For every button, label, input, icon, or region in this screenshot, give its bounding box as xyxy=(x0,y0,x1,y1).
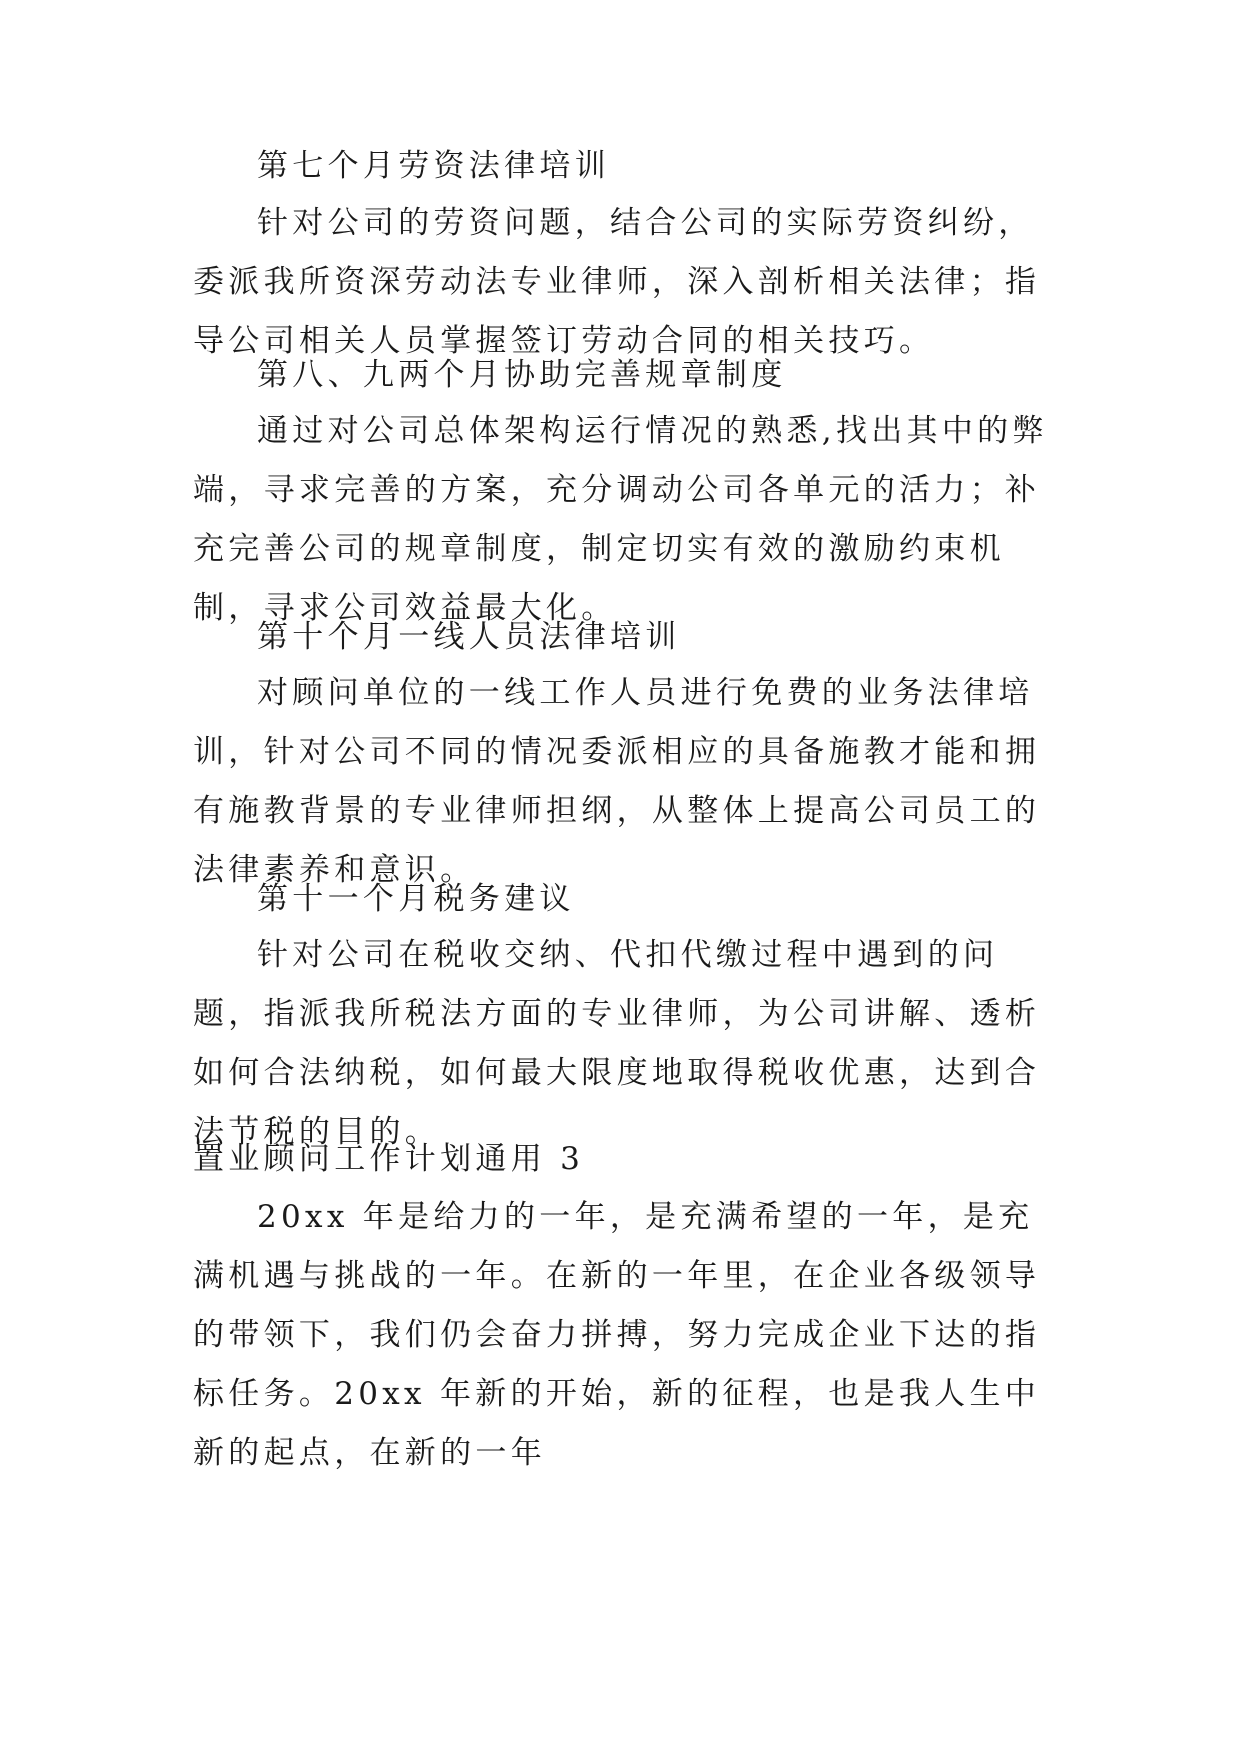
section-heading: 第八、九两个月协助完善规章制度 xyxy=(257,357,787,393)
section-heading: 第七个月劳资法律培训 xyxy=(257,148,610,184)
section-heading: 第十一个月税务建议 xyxy=(257,881,575,917)
section-heading: 第十个月一线人员法律培训 xyxy=(257,619,681,655)
section-paragraph: 通过对公司总体架构运行情况的熟悉,找出其中的弊端，寻求完善的方案，充分调动公司各单元的活力；补充完善公司的规章制度，制定切实有效的激励约束机制，寻求公司效益最大化。 xyxy=(193,413,1048,626)
document-title: 置业顾问工作计划通用 3 xyxy=(193,1141,585,1177)
intro-paragraph: 20xx 年是给力的一年，是充满希望的一年，是充满机遇与挑战的一年。在新的一年里，在企业各级领导的带领下，我们仍会奋力拼搏，努力完成企业下达的指标任务。20xx 年新的开始，新的征程，也是我人生中新的起点，在新的一年 xyxy=(193,1199,1041,1471)
section-paragraph: 针对公司在税收交纳、代扣代缴过程中遇到的问题，指派我所税法方面的专业律师，为公司讲解、透析如何合法纳税，如何最大限度地取得税收优惠，达到合法节税的目的。 xyxy=(193,937,1041,1150)
section-paragraph: 针对公司的劳资问题，结合公司的实际劳资纠纷，委派我所资深劳动法专业律师，深入剖析相关法律；指导公司相关人员掌握签订劳动合同的相关技巧。 xyxy=(193,205,1041,359)
section-paragraph: 对顾问单位的一线工作人员进行免费的业务法律培训，针对公司不同的情况委派相应的具备施教才能和拥有施教背景的专业律师担纲，从整体上提高公司员工的法律素养和意识。 xyxy=(193,675,1041,888)
